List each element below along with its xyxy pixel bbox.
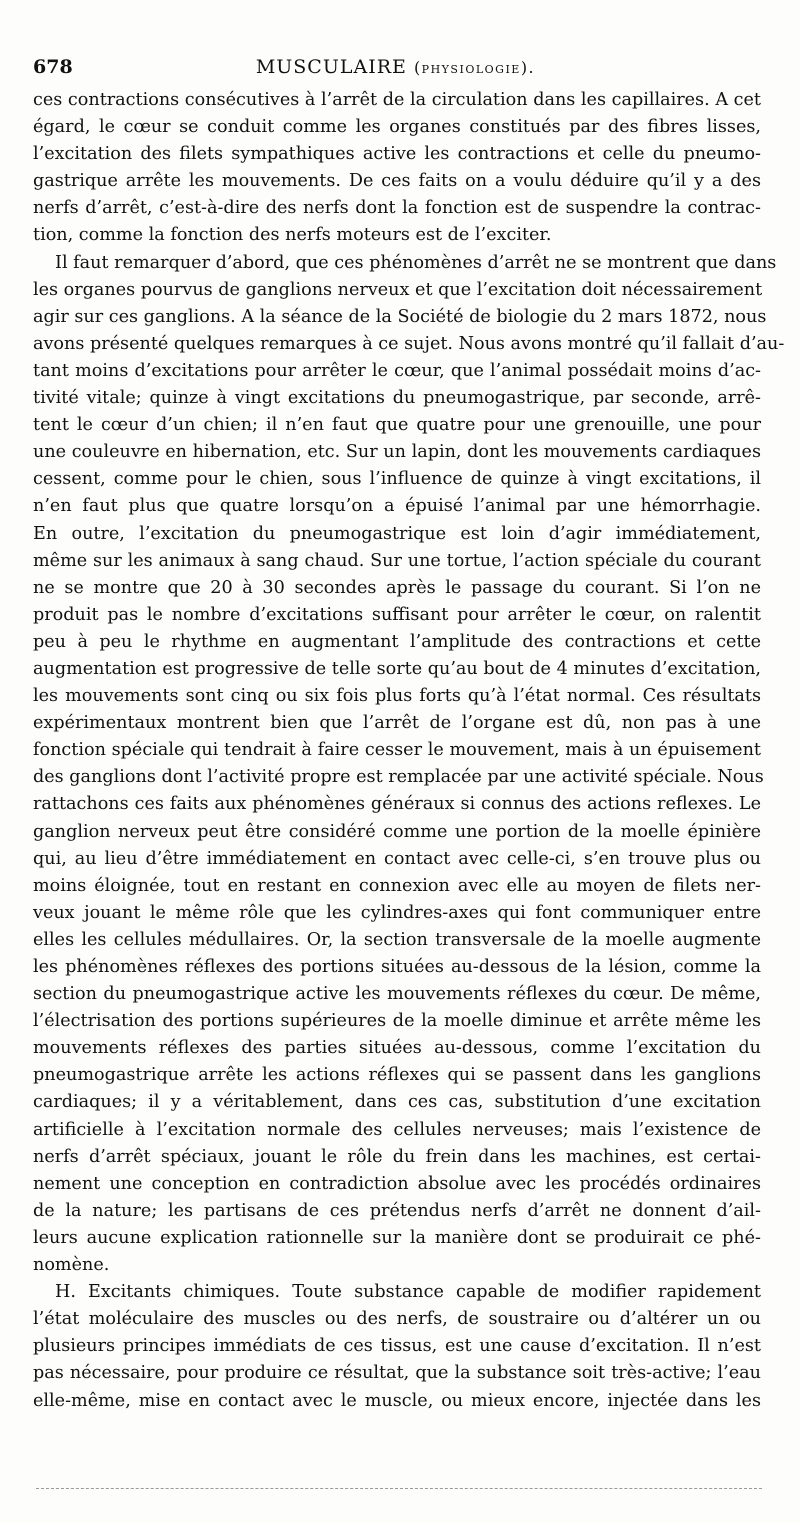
text-line: tivité vitale; quinze à vingt excitations du pneumogastrique, par seconde, arrê- bbox=[33, 388, 761, 409]
text-line: plusieurs principes immédiats de ces tissus, est une cause d’excitation. Il n’est bbox=[33, 1336, 761, 1357]
text-line: augmentation est progressive de telle sorte qu’au bout de 4 minutes d’excitation, bbox=[33, 658, 761, 679]
text-line: leurs aucune explication rationnelle sur la manière dont se produirait ce phé- bbox=[33, 1227, 761, 1248]
text-line: pas nécessaire, pour produire ce résultat, que la substance soit très-active; l’eau bbox=[33, 1363, 761, 1384]
text-line: artificielle à l’excitation normale des cellules nerveuses; mais l’existence de bbox=[33, 1119, 761, 1140]
running-title-main: MUSCULAIRE bbox=[255, 56, 407, 78]
footer-rule bbox=[36, 1488, 762, 1489]
text-line: moins éloignée, tout en restant en connexion avec elle au moyen de filets ner- bbox=[33, 875, 761, 896]
text-line: les mouvements sont cinq ou six fois plus forts qu’à l’état normal. Ces résultats bbox=[33, 686, 761, 707]
text-line: l’excitation des filets sympathiques active les contractions et celle du pneumo- bbox=[33, 144, 761, 165]
text-line: elle-même, mise en contact avec le muscle, ou mieux encore, injectée dans les bbox=[33, 1390, 761, 1411]
text-line: rattachons ces faits aux phénomènes généraux si connus des actions reflexes. Le bbox=[33, 794, 761, 815]
text-line: qui, au lieu d’être immédiatement en contact avec celle-ci, s’en trouve plus ou bbox=[33, 848, 761, 869]
body-text bbox=[33, 87, 785, 1415]
text-line: mouvements réflexes des parties situées au-dessous, comme l’excitation du bbox=[33, 1038, 761, 1059]
text-line: cessent, comme pour le chien, sous l’influence de quinze à vingt excitations, il bbox=[33, 469, 761, 490]
text-line: avons présenté quelques remarques à ce sujet. Nous avons montré qu’il fallait d’au- bbox=[33, 333, 785, 354]
text-line: même sur les animaux à sang chaud. Sur une tortue, l’action spéciale du courant bbox=[33, 550, 761, 571]
text-line: de la nature; les partisans de ces prétendus nerfs d’arrêt ne donnent d’ail- bbox=[33, 1200, 761, 1221]
text-line: veux jouant le même rôle que les cylindres-axes qui font communiquer entre bbox=[33, 902, 761, 923]
text-line: fonction spéciale qui tendrait à faire cesser le mouvement, mais à un épuisement bbox=[33, 740, 761, 761]
text-line: ne se montre que 20 à 30 secondes après le passage du courant. Si l’on ne bbox=[33, 577, 761, 598]
text-line: des ganglions dont l’activité propre est remplacée par une activité spéciale. Nous bbox=[33, 767, 764, 788]
text-line: cardiaques; il y a véritablement, dans ces cas, substitution d’une excitation bbox=[33, 1092, 761, 1113]
text-line: peu à peu le rhythme en augmentant l’amplitude des contractions et cette bbox=[33, 631, 761, 652]
text-line: ces contractions consécutives à l’arrêt de la circulation dans les capillaires. A cet bbox=[33, 90, 761, 110]
text-line: pneumogastrique arrête les actions réflexes qui se passent dans les ganglions bbox=[33, 1065, 761, 1086]
section-heading-line: H. Excitants chimiques. Toute substance capable de modifier rapidement bbox=[55, 1282, 761, 1303]
text-line: égard, le cœur se conduit comme les organes constitués par des fibres lisses, bbox=[33, 117, 761, 138]
page-header bbox=[33, 56, 758, 86]
running-title-subtitle: (physiologie). bbox=[413, 58, 536, 77]
text-line: n’en faut plus que quatre lorsqu’on a épuisé l’animal par une hémorrhagie. bbox=[33, 496, 761, 517]
text-line: expérimentaux montrent bien que l’arrêt de l’organe est dû, non pas à une bbox=[33, 713, 761, 734]
page-number: 678 bbox=[33, 56, 73, 78]
text-line: section du pneumogastrique active les mouvements réflexes du cœur. De même, bbox=[33, 984, 761, 1005]
text-line: ganglion nerveux peut être considéré comme une portion de la moelle épinière bbox=[33, 821, 761, 842]
text-line: gastrique arrête les mouvements. De ces faits on a voulu déduire qu’il y a des bbox=[33, 171, 761, 192]
text-line: nement une conception en contradiction absolue avec les procédés ordinaires bbox=[33, 1173, 761, 1194]
text-line: nerfs d’arrêt spéciaux, jouant le rôle du frein dans les machines, est certai- bbox=[33, 1146, 761, 1167]
text-line: agir sur ces ganglions. A la séance de la Société de biologie du 2 mars 1872, nous bbox=[33, 306, 767, 327]
text-line: En outre, l’excitation du pneumogastrique est loin d’agir immédiatement, bbox=[33, 523, 761, 544]
text-line: les phénomènes réflexes des portions situées au-dessous de la lésion, comme la bbox=[33, 957, 761, 977]
text-line: produit pas le nombre d’excitations suffisant pour arrêter le cœur, on ralentit bbox=[33, 604, 761, 625]
text-line: les organes pourvus de ganglions nerveux et que l’excitation doit nécessairement bbox=[33, 279, 763, 300]
text-line: nerfs d’arrêt, c’est-à-dire des nerfs dont la fonction est de suspendre la contrac- bbox=[33, 198, 761, 219]
text-line: tion, comme la fonction des nerfs moteurs est de l’exciter. bbox=[33, 225, 552, 246]
text-line: tant moins d’excitations pour arrêter le cœur, que l’animal possédait moins d’ac- bbox=[33, 360, 761, 381]
text-line: une couleuvre en hibernation, etc. Sur un lapin, dont les mouvements cardiaques bbox=[33, 442, 761, 463]
text-line: elles les cellules médullaires. Or, la section transversale de la moelle augmente bbox=[33, 929, 761, 950]
text-line: l’électrisation des portions supérieures de la moelle diminue et arrête même les bbox=[33, 1011, 761, 1032]
text-line: tent le cœur d’un chien; il n’en faut que quatre pour une grenouille, une pour bbox=[33, 415, 761, 436]
text-line: l’état moléculaire des muscles ou des nerfs, de soustraire ou d’altérer un ou bbox=[33, 1309, 761, 1330]
text-line: Il faut remarquer d’abord, que ces phénomènes d’arrêt ne se montrent que dans bbox=[55, 252, 777, 273]
text-line: nomène. bbox=[33, 1255, 110, 1276]
running-title bbox=[33, 56, 758, 78]
